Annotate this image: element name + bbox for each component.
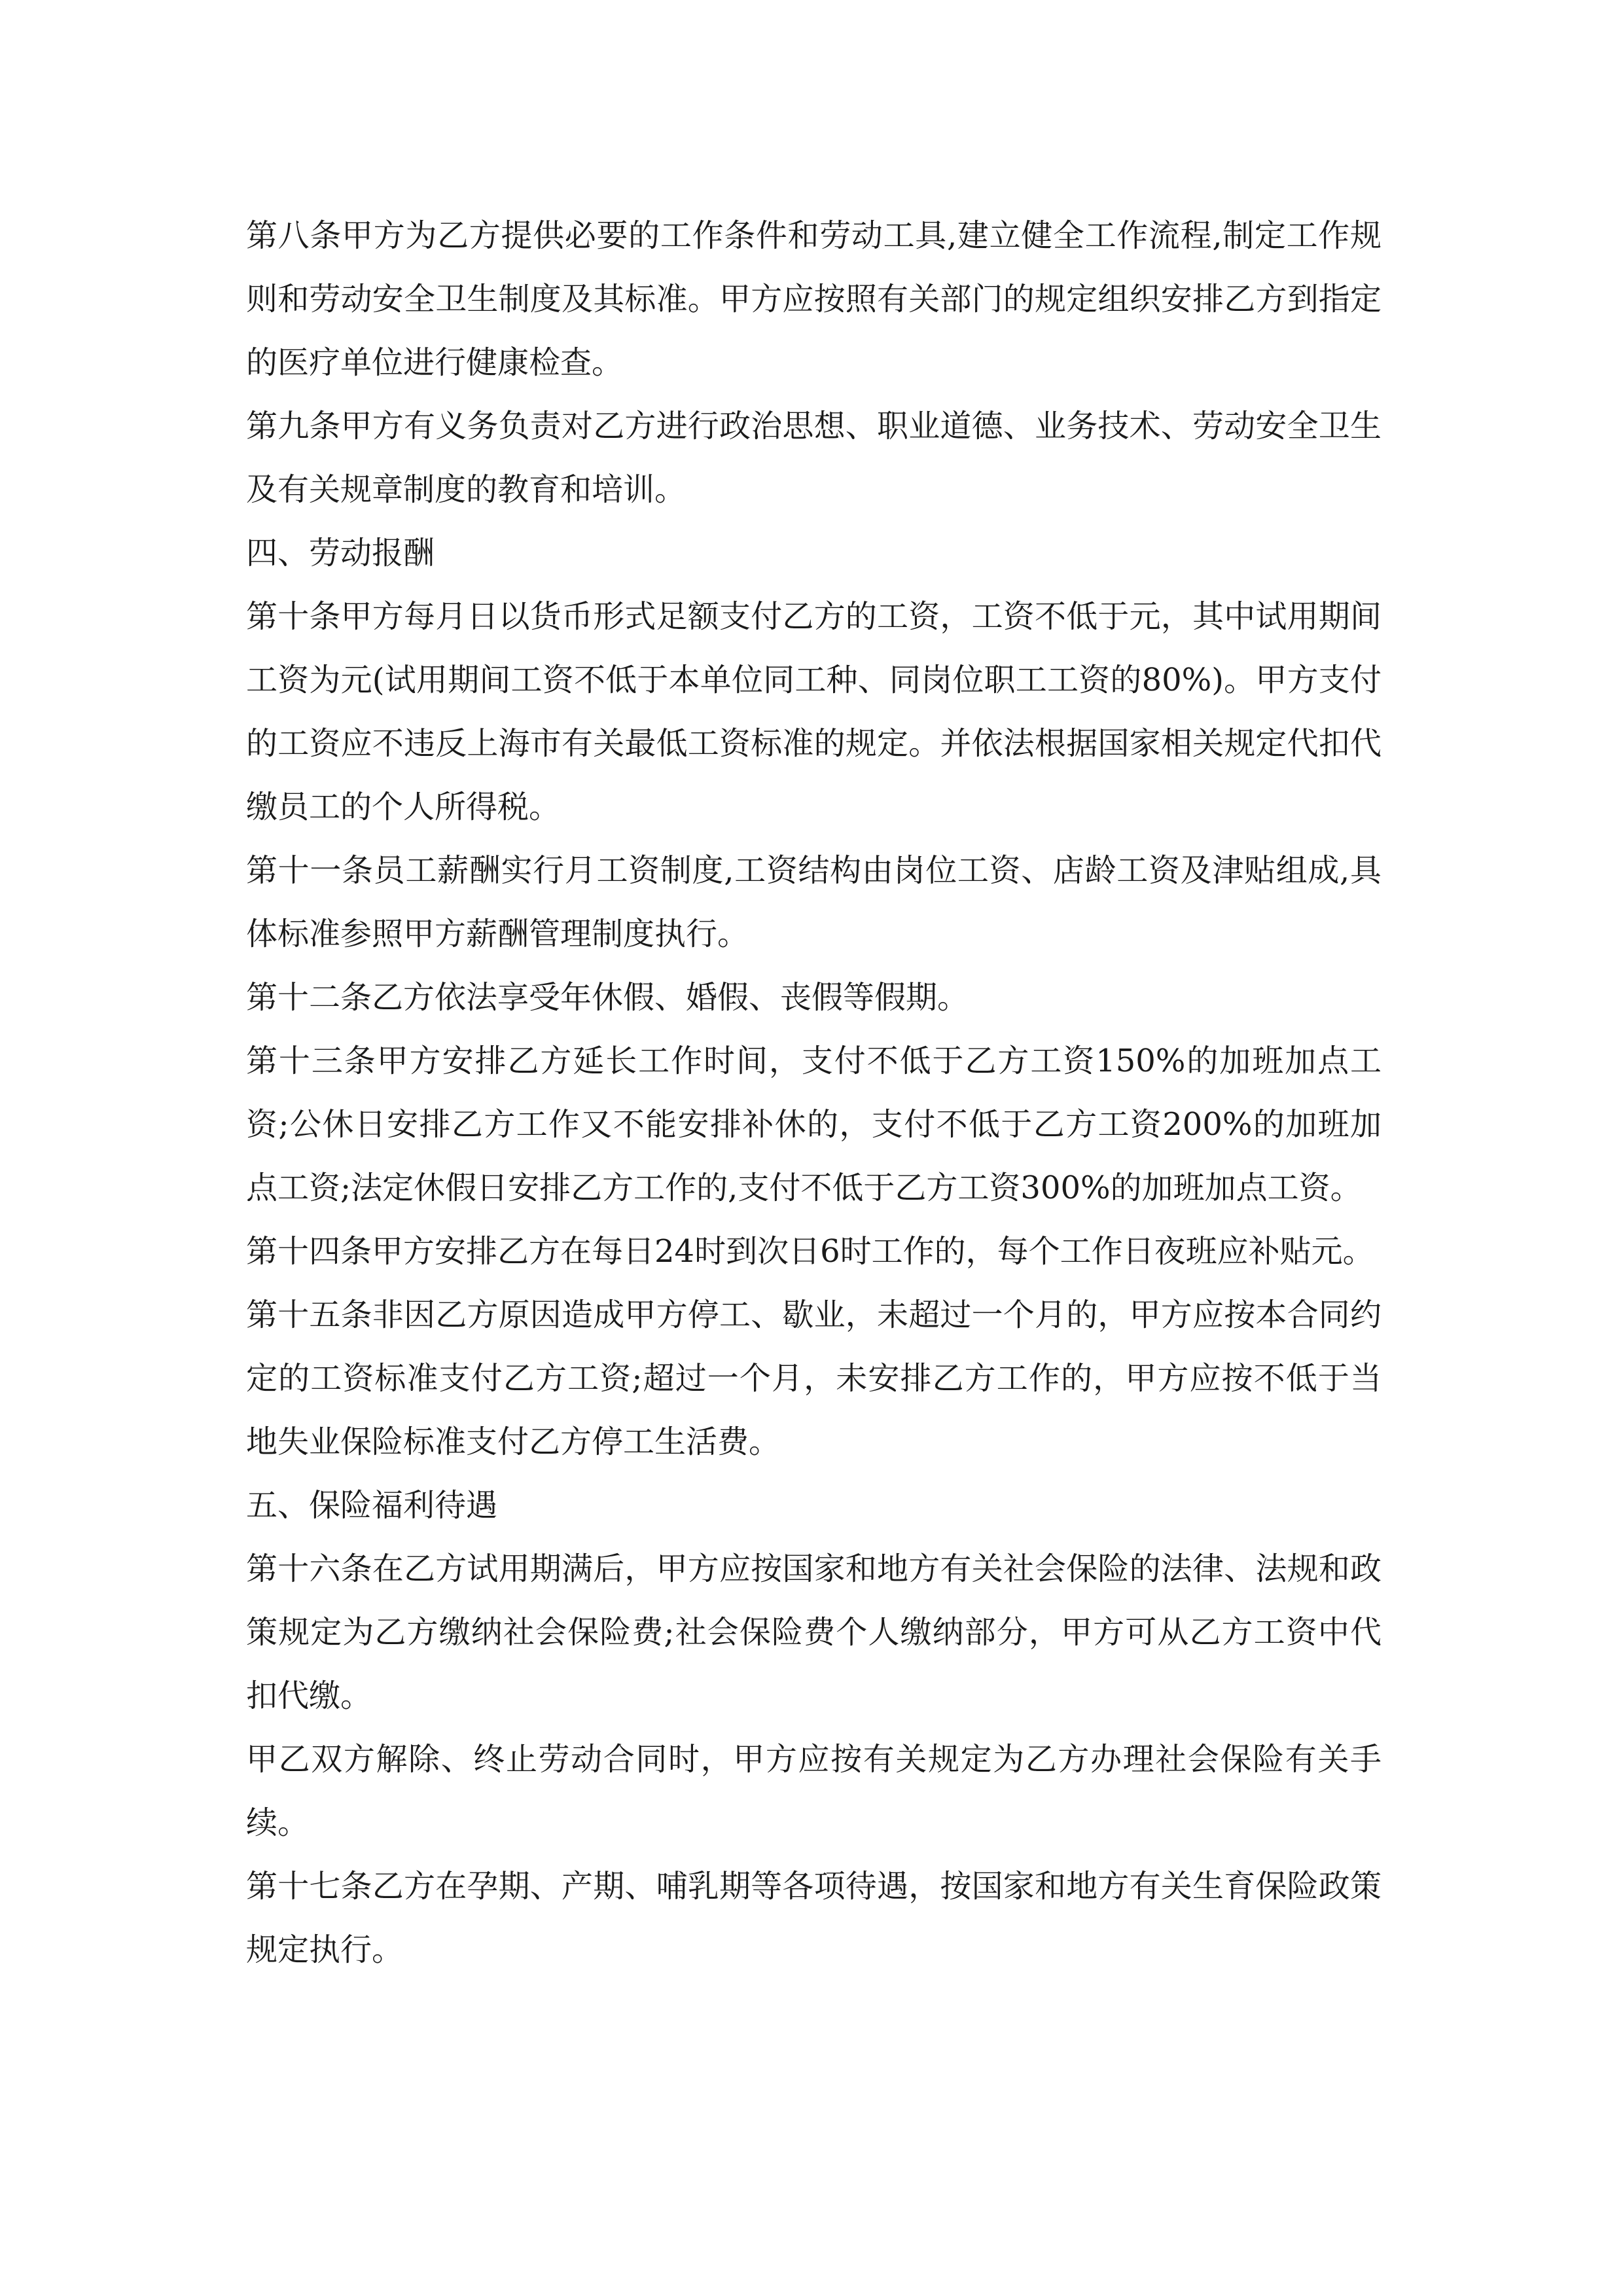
clause-9: 第九条甲方有义务负责对乙方进行政治思想、职业道德、业务技术、劳动安全卫生及有关规章制度的教育和培训。 [246,408,1382,508]
clause-10: 第十条甲方每月日以货币形式足额支付乙方的工资，工资不低于元，其中试用期间工资为元(试用期间工资不低于本单位同工种、同岗位职工工资的80%)。甲方支付的工资应不违反上海市有关最低工资标准的规定。并依法根据国家相关规定代扣代缴员工的个人所得税。 [246,598,1382,825]
section-heading-5: 五、保险福利待遇 [246,1487,498,1524]
clause-17: 第十七条乙方在孕期、产期、哺乳期等各项待遇，按国家和地方有关生育保险政策规定执行。 [246,1868,1382,1968]
clause-14: 第十四条甲方安排乙方在每日24时到次日6时工作的，每个工作日夜班应补贴元。 [246,1233,1374,1270]
clause-13: 第十三条甲方安排乙方延长工作时间，支付不低于乙方工资150%的加班加点工资;公休日安排乙方工作又不能安排补休的，支付不低于乙方工资200%的加班加点工资;法定休假日安排乙方工作的,支付不低于乙方工资300%的加班加点工资。 [246,1043,1382,1206]
clause-15: 第十五条非因乙方原因造成甲方停工、歇业，未超过一个月的，甲方应按本合同约定的工资标准支付乙方工资;超过一个月，未安排乙方工作的，甲方应按不低于当地失业保险标准支付乙方停工生活费。 [246,1297,1382,1460]
clause-16-supplement: 甲乙双方解除、终止劳动合同时，甲方应按有关规定为乙方办理社会保险有关手续。 [246,1741,1382,1841]
section-heading-4: 四、劳动报酬 [246,535,435,571]
clause-12: 第十二条乙方依法享受年休假、婚假、丧假等假期。 [246,979,969,1016]
document-body [246,204,1382,1982]
clause-16: 第十六条在乙方试用期满后，甲方应按国家和地方有关社会保险的法律、法规和政策规定为乙方缴纳社会保险费;社会保险费个人缴纳部分，甲方可从乙方工资中代扣代缴。 [246,1551,1382,1714]
clause-11: 第十一条员工薪酬实行月工资制度,工资结构由岗位工资、店龄工资及津贴组成,具体标准参照甲方薪酬管理制度执行。 [246,852,1382,952]
clause-8: 第八条甲方为乙方提供必要的工作条件和劳动工具,建立健全工作流程,制定工作规则和劳动安全卫生制度及其标准。甲方应按照有关部门的规定组织安排乙方到指定的医疗单位进行健康检查。 [246,217,1382,381]
